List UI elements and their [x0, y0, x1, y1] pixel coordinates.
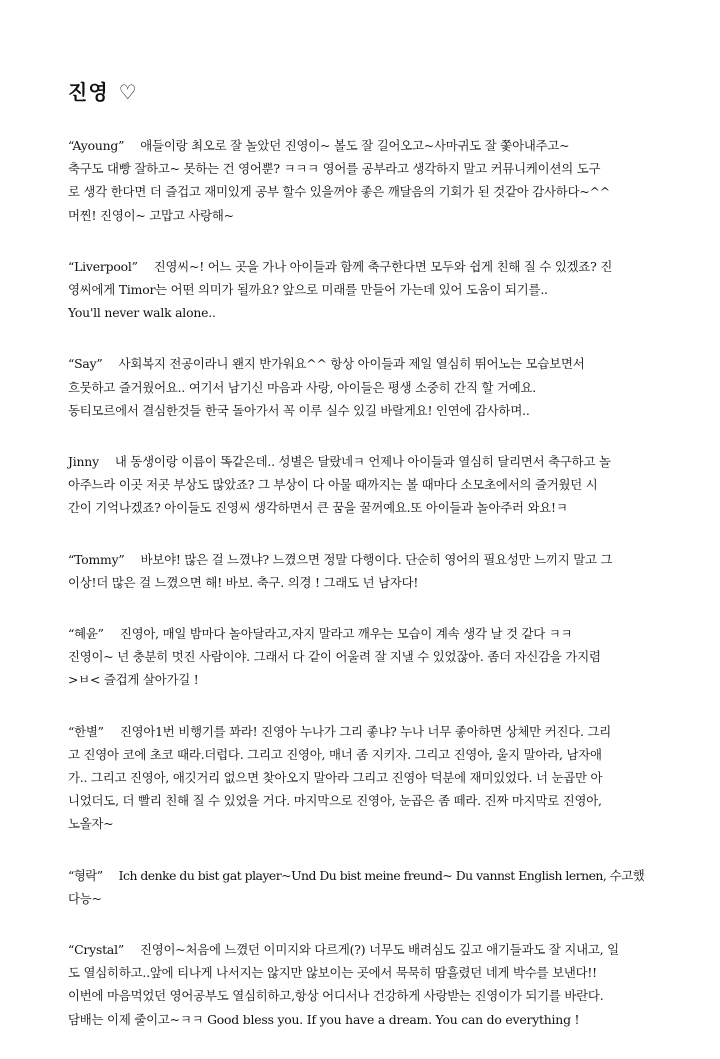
- message-text: Ich denke du bist gat player~Und Du bist meine freund~ Du vannst English lernen, 수고했: [118, 867, 645, 883]
- heart-icon: ♡: [118, 80, 138, 104]
- author-name: “한별”: [68, 723, 104, 739]
- message-text: 진영아1번 비행기를 꽈라! 진영아 누나가 그리 좋냐? 누나 너무 좋아하면 상체만 커진다. 그리: [119, 723, 612, 739]
- message-line: [68, 548, 654, 571]
- message-line: 로 생각 한다면 더 즐겁고 재미있게 공부 할수 있을꺼야 좋은 깨달음의 기회가 된 것같아 감사하다~^^: [68, 184, 610, 200]
- message-block: [68, 548, 654, 594]
- messages-list: [68, 134, 654, 1059]
- message-text: 진영씨~! 어느 곳을 가나 아이들과 함께 축구한다면 모두와 쉽게 친해 질 수 있겠죠? 진: [153, 258, 613, 274]
- message-line: 아주느라 이곳 저곳 부상도 많았죠? 그 부상이 다 아물 때까지는 볼 때마다 소모초에서의 즐거웠던 시: [68, 477, 598, 493]
- page-title: [68, 76, 138, 105]
- message-line: 머찐! 진영이~ 고맙고 사랑해~: [68, 207, 234, 223]
- message-line: 다능~: [68, 890, 102, 906]
- message-line: 노올자~: [68, 816, 114, 832]
- message-line: 흐뭇하고 즐거웠어요.. 여기서 남기신 마음과 사랑, 아이들은 평생 소중히 간직 할 거예요.: [68, 379, 537, 395]
- message-line: 이번에 마음먹었던 영어공부도 열심히하고,항상 어디서나 건강하게 사랑받는 진영이가 되기를 바란다.: [68, 988, 604, 1004]
- message-line: 가.. 그리고 진영아, 애깃거리 없으면 찾아오지 말아라 그리고 진영아 덕분에 재미있었다. 너 눈곱만 아: [68, 770, 603, 786]
- message-line: 고 진영아 코에 초코 때라.더럽다. 그리고 진영아, 매너 좀 지키자. 그리고 진영아, 울지 말아라, 남자애: [68, 746, 602, 762]
- message-line: [68, 720, 654, 743]
- author-name: “혜윤”: [68, 626, 104, 642]
- message-line: [68, 352, 654, 375]
- message-text: 바보야! 많은 걸 느꼈냐? 느꼈으면 정말 다행이다. 단순히 영어의 필요성만 느끼지 말고 그: [140, 551, 613, 567]
- message-line: 동티모르에서 결심한것들 한국 돌아가서 꼭 이루 실수 있길 바랄게요! 인연에 감사하며..: [68, 402, 530, 418]
- message-text: 내 동생이랑 이름이 똑같은데.. 성별은 달랐네ㅋ 언제나 아이들과 열심히 달리면서 축구하고 놀: [114, 454, 611, 470]
- message-line: 이상!더 많은 걸 느꼈으면 해! 바보. 축구. 의경 ! 그래도 넌 남자다!: [68, 574, 419, 590]
- author-name: “Tommy”: [68, 551, 125, 567]
- message-line: 간이 기억나겠죠? 아이들도 진영씨 생각하면서 큰 꿈을 꿀꺼예요.또 아이들과 놀아주러 와요!ㅋ: [68, 500, 568, 516]
- message-line: 도 열심히하고..앞에 티나게 나서지는 않지만 않보이는 곳에서 묵묵히 땀흘렸던 네게 박수를 보낸다!!: [68, 965, 597, 981]
- message-block: [68, 720, 654, 836]
- message-block: [68, 352, 654, 422]
- message-line: You'll never walk alone..: [68, 305, 216, 321]
- message-line: [68, 938, 654, 961]
- message-line: [68, 622, 654, 645]
- message-text: 사회복지 전공이라니 왠지 반가워요^^ 항상 아이들과 제일 열심히 뛰어노는 모습보면서: [118, 356, 585, 372]
- message-block: [68, 450, 654, 520]
- message-line: [68, 450, 654, 473]
- message-line: 영씨에게 Timor는 어떤 의미가 될까요? 앞으로 미래를 만들어 가는데 있어 도움이 되기를..: [68, 282, 548, 298]
- author-name: “Liverpool”: [68, 258, 138, 274]
- message-line: 담배는 이제 줄이고~ㅋㅋ Good bless you. If you have a dream. You can do everything !: [68, 1011, 580, 1027]
- message-line: 니었더도, 더 빨리 친해 질 수 있었을 거다. 마지막으로 진영아, 눈곱은 좀 떼라. 진짜 마지막로 진영아,: [68, 793, 602, 809]
- message-block: [68, 134, 654, 227]
- message-line: 축구도 대빵 잘하고~ 못하는 건 영어뿐? ㅋㅋㅋ 영어를 공부라고 생각하지 말고 커뮤니케이션의 도구: [68, 161, 601, 177]
- message-text: 진영이~처음에 느꼈던 이미지와 다르게(?) 너무도 배려심도 깊고 애기들과도 잘 지내고, 일: [139, 942, 619, 958]
- author-name: “Ayoung”: [68, 138, 125, 153]
- message-text: 진영아, 매일 밤마다 놀아달라고,자지 말라고 깨우는 모습이 계속 생각 날 것 같다 ㅋㅋ: [119, 626, 573, 642]
- message-block: [68, 622, 654, 692]
- message-line: >ㅂ< 즐겁게 살아가길 !: [68, 672, 199, 688]
- message-block: [68, 255, 654, 325]
- message-line: 진영이~ 넌 충분히 멋진 사람이야. 그래서 다 같이 어울려 잘 지낼 수 있었잖아. 좀더 자신감을 가지렴: [68, 649, 601, 665]
- message-line: [68, 255, 654, 278]
- message-line: [68, 864, 654, 887]
- author-name: Jinny: [68, 454, 99, 470]
- message-line: [68, 134, 654, 157]
- title-text: 진영: [68, 80, 109, 104]
- author-name: “Say”: [68, 356, 103, 372]
- message-text: 애들이랑 최오로 잘 놀았던 진영이~ 볼도 잘 길어오고~사마귀도 잘 쫓아내주고~: [140, 138, 570, 153]
- message-block: [68, 864, 654, 910]
- author-name: “형락”: [68, 867, 103, 883]
- author-name: “Crystal”: [68, 942, 124, 958]
